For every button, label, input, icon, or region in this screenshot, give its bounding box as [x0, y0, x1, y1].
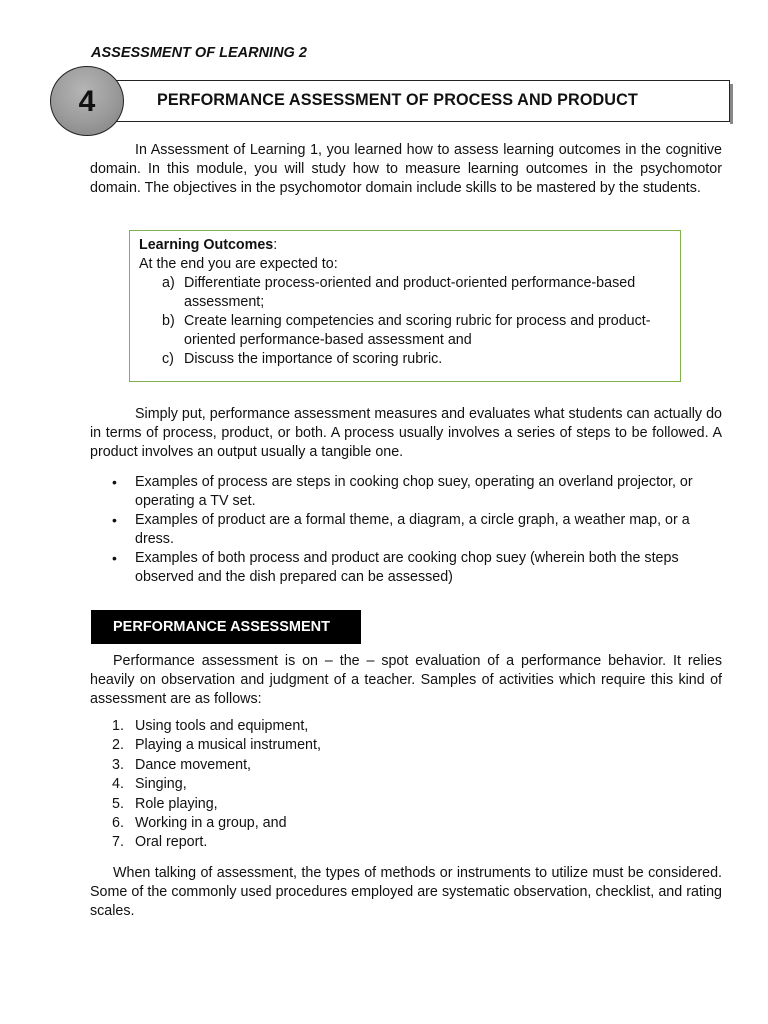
activity-text: Singing, — [135, 776, 187, 793]
example-text: Examples of product are a formal theme, a diagram, a circle graph, a weather map, or a dress. — [135, 512, 690, 547]
learning-outcome-item — [139, 312, 670, 350]
section-heading: PERFORMANCE ASSESSMENT — [91, 610, 361, 644]
activity-text: Playing a musical instrument, — [135, 737, 321, 754]
activity-item — [90, 833, 321, 852]
activity-text: Using tools and equipment, — [135, 718, 309, 734]
learning-outcome-item — [139, 274, 670, 312]
learning-outcomes-heading: Learning Outcomes — [139, 237, 274, 253]
closing-paragraph: When talking of assessment, the types of methods or instruments to utilize must be considered. Some of the commonly used procedures employed are systematic observation, checklist, and rating scales. — [90, 865, 722, 919]
item-number: 1. — [112, 718, 124, 734]
item-number: 5. — [112, 795, 124, 812]
activity-text: Working in a group, and — [135, 814, 287, 831]
intro-paragraph: In Assessment of Learning 1, you learned how to assess learning outcomes in the cognitive domain. In this module, you will study how to measure learning outcomes in the psychomotor domain. The objectives in the psychomotor domain include skills to be mastered by the students. — [90, 142, 722, 196]
activity-item — [90, 756, 321, 775]
bullet-icon: • — [112, 550, 117, 566]
activity-text: Oral report. — [135, 834, 208, 851]
item-number: 4. — [112, 776, 124, 793]
section-paragraph: Performance assessment is on – the – spot evaluation of a performance behavior. It relies heavily on observation and judgment of a teacher. Samples of activities which require this kind of assessment are as follows: — [90, 653, 722, 707]
bullet-icon: • — [112, 474, 117, 490]
item-number: 7. — [112, 834, 124, 851]
bullet-icon: • — [112, 512, 117, 528]
activities-list — [90, 717, 321, 853]
activity-text: Dance movement, — [135, 756, 252, 773]
item-number: 2. — [112, 737, 124, 754]
learning-outcomes-list — [139, 274, 670, 369]
example-item — [90, 549, 722, 587]
example-text: Examples of both process and product are cooking chop suey (wherein both the steps observed and the dish prepared can be assessed) — [135, 550, 679, 585]
example-text: Examples of process are steps in cooking chop suey, operating an overland projector, or operating a TV set. — [135, 474, 693, 509]
item-marker: b) — [162, 313, 175, 329]
activity-item — [90, 814, 321, 833]
summary-paragraph: Simply put, performance assessment measures and evaluates what students can actually do in terms of process, product, or both. A process usually involves a series of steps to be followed. A product involves an output usually a tangible one. — [90, 406, 722, 460]
learning-outcomes-heading-line — [139, 236, 670, 255]
activity-item — [90, 736, 321, 755]
item-number: 3. — [112, 756, 124, 773]
learning-outcomes-lead: At the end you are expected to: — [139, 256, 338, 272]
document-header: ASSESSMENT OF LEARNING 2 — [91, 45, 307, 61]
heading-colon: : — [273, 237, 278, 253]
chapter-number-badge: 4 — [50, 66, 124, 136]
item-text: Differentiate process-oriented and product-oriented performance-based assessment; — [184, 275, 636, 310]
item-text: Create learning competencies and scoring rubric for process and product-oriented performance-based assessment and — [184, 313, 651, 348]
learning-outcome-item — [139, 350, 670, 369]
item-marker: a) — [162, 275, 175, 291]
item-marker: c) — [162, 351, 174, 367]
chapter-title: PERFORMANCE ASSESSMENT OF PROCESS AND PRODUCT — [157, 91, 638, 109]
learning-outcomes-box — [129, 230, 681, 382]
activity-text: Role playing, — [135, 795, 218, 812]
example-item — [90, 511, 722, 549]
item-number: 6. — [112, 814, 124, 831]
activity-item — [90, 775, 321, 794]
examples-list — [90, 473, 722, 587]
example-item — [90, 473, 722, 511]
activity-item — [90, 795, 321, 814]
activity-item — [90, 717, 321, 736]
item-text: Discuss the importance of scoring rubric. — [184, 351, 443, 367]
chapter-title-banner — [96, 80, 730, 122]
